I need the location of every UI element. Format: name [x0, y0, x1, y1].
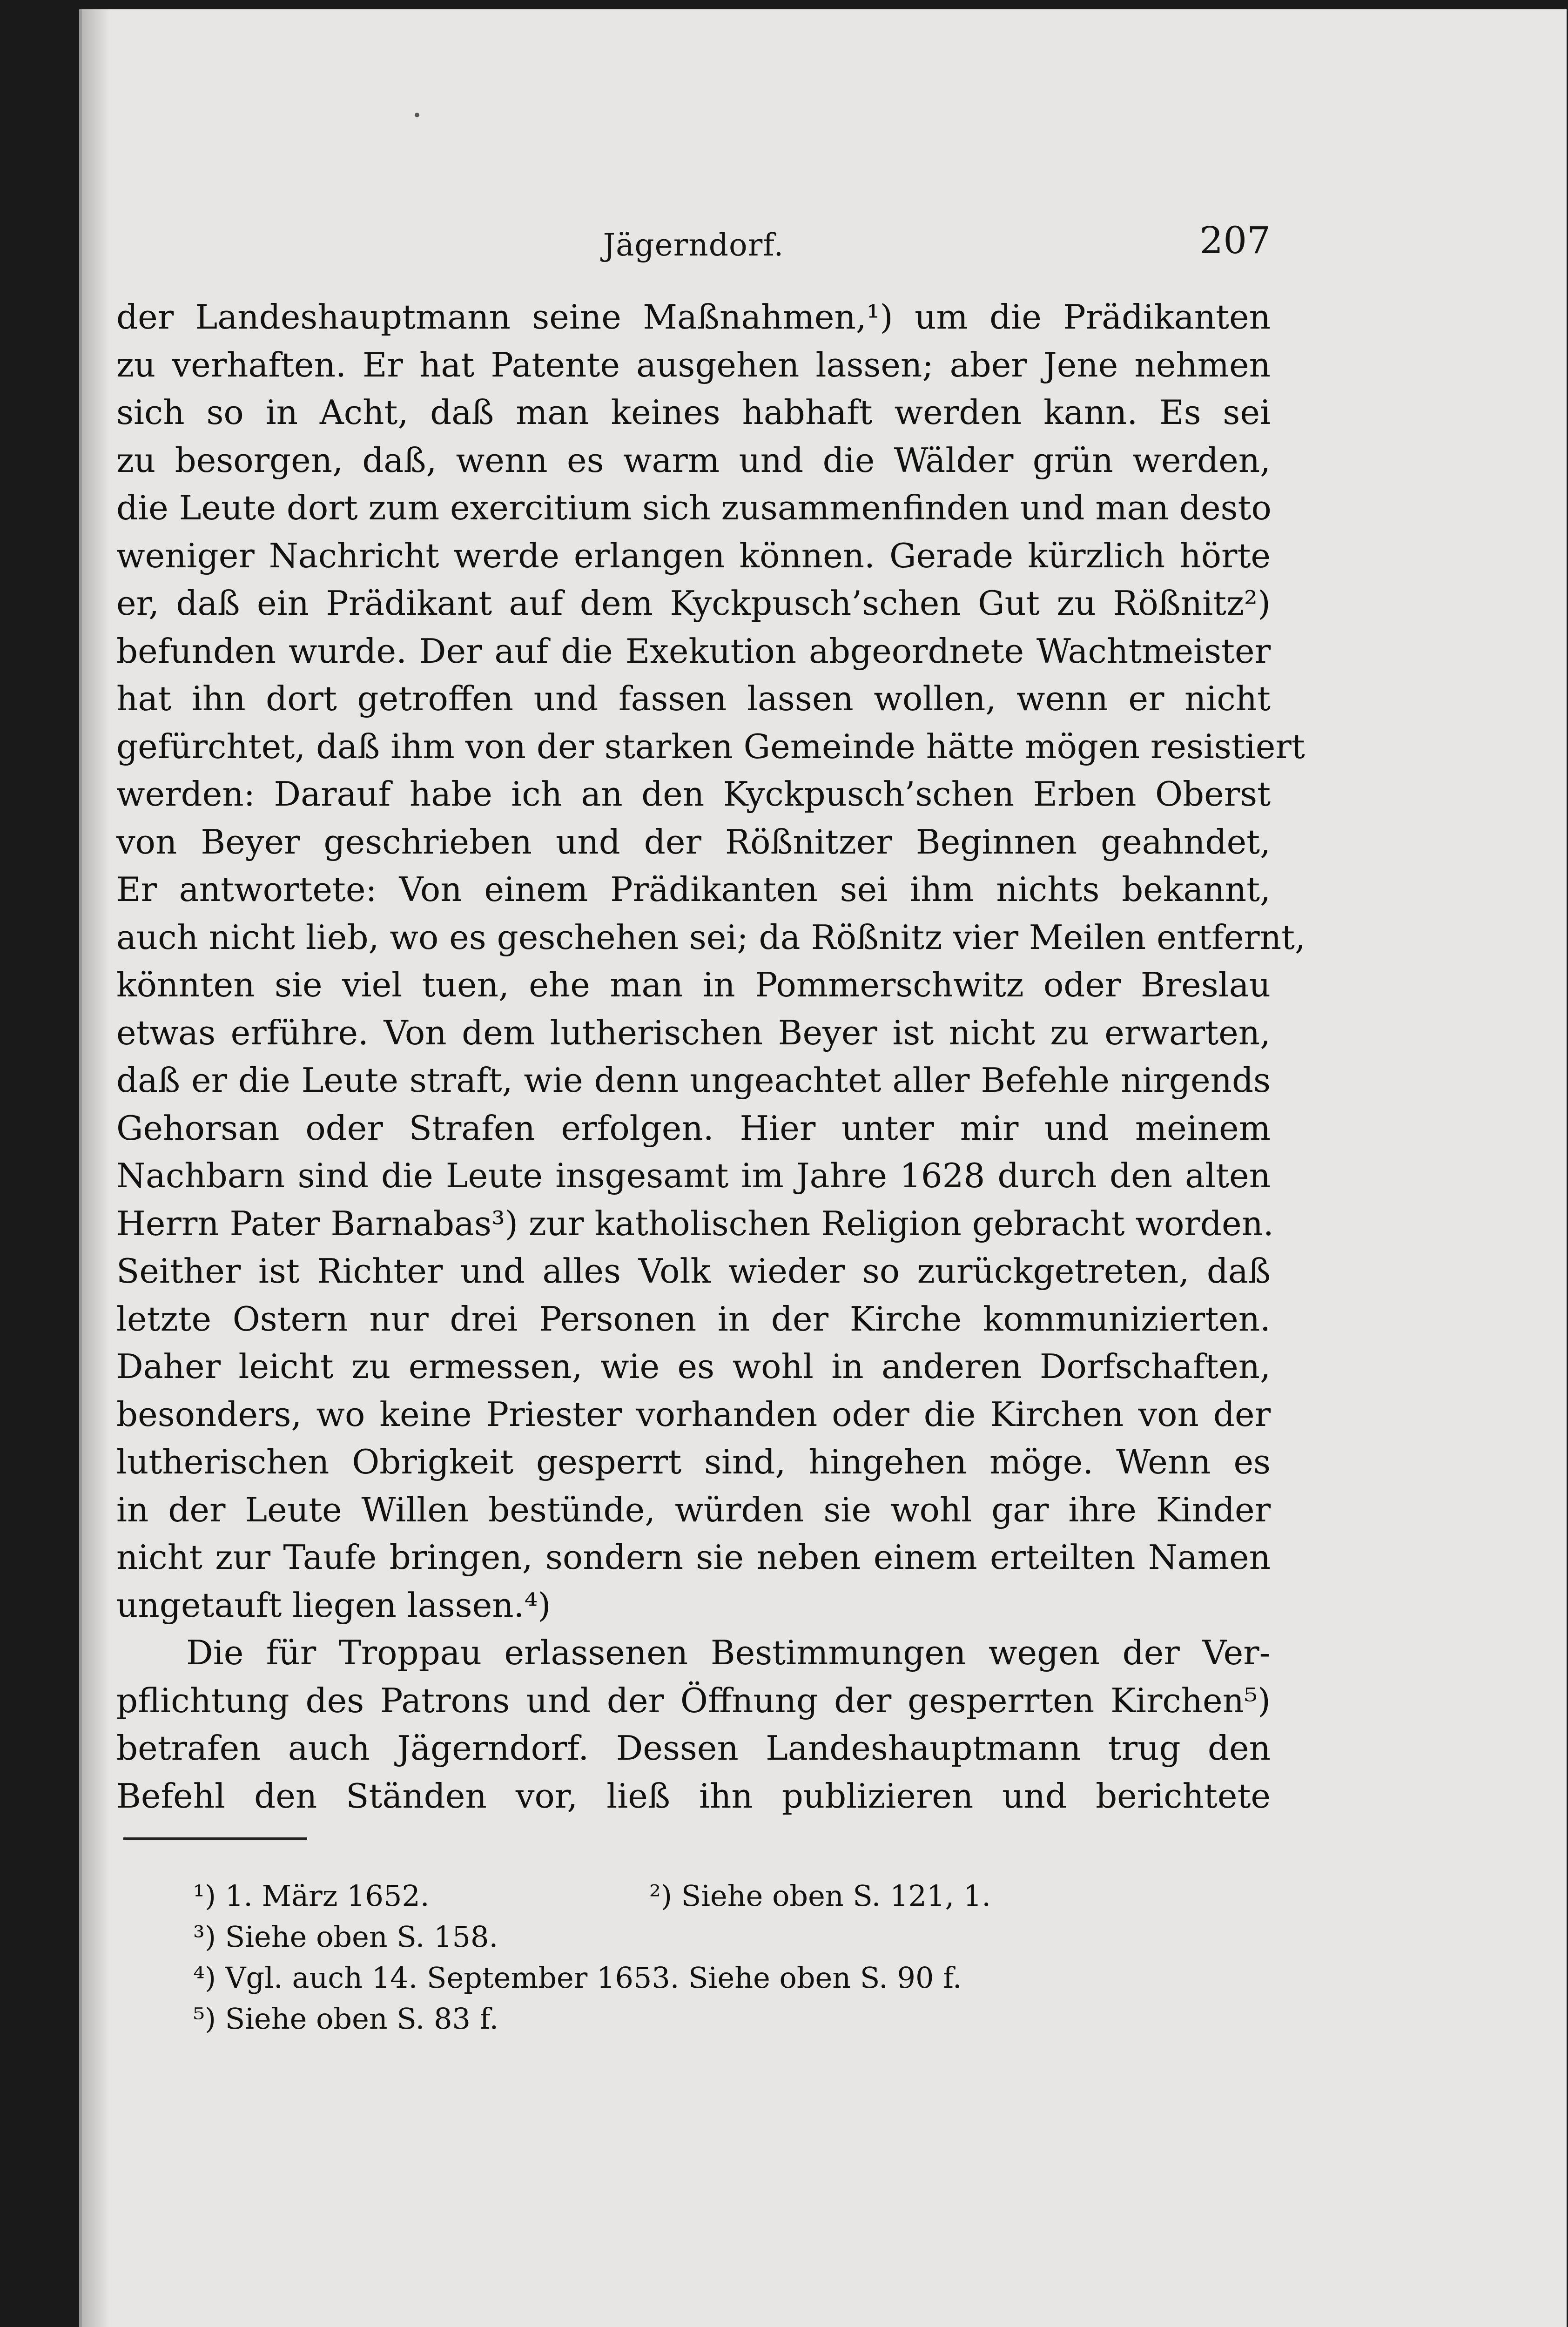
- running-head: Jägerndorf.: [603, 227, 784, 263]
- text-line: werden: Darauf habe ich an den Kyckpusch’schen Erben Oberst: [116, 774, 1271, 814]
- footnote-5: ⁵) Siehe oben S. 83 f.: [193, 2002, 499, 2036]
- text-line: letzte Ostern nur drei Personen in der Kirche kommunizierten.: [116, 1299, 1271, 1338]
- paragraph-first-line: Die für Troppau erlassenen Bestimmungen wegen der Ver-: [186, 1633, 1271, 1672]
- page-binding-shadow: [82, 9, 110, 2327]
- text-line: in der Leute Willen bestünde, würden sie wohl gar ihre Kinder: [116, 1490, 1271, 1529]
- text-line: besonders, wo keine Priester vorhanden oder die Kirchen von der: [116, 1394, 1271, 1434]
- footnote-row: [193, 1876, 1217, 1917]
- text-line: Daher leicht zu ermessen, wie es wohl in anderen Dorfschaften,: [116, 1347, 1271, 1386]
- text-line: Befehl den Ständen vor, ließ ihn publizieren und berichtete: [116, 1776, 1271, 1816]
- text-line: zu verhaften. Er hat Patente ausgehen lassen; aber Jene nehmen: [116, 345, 1271, 384]
- text-line: Nachbarn sind die Leute insgesamt im Jahre 1628 durch den alten: [116, 1156, 1271, 1195]
- text-line: zu besorgen, daß, wenn es warm und die Wälder grün werden,: [116, 440, 1271, 480]
- text-line: könnten sie viel tuen, ehe man in Pommerschwitz oder Breslau: [116, 965, 1271, 1004]
- body-text: [116, 293, 1306, 1820]
- text-line: pflichtung des Patrons und der Öffnung der gesperrten Kirchen⁵): [116, 1681, 1271, 1720]
- text-line: betrafen auch Jägerndorf. Dessen Landeshauptmann trug den: [116, 1728, 1271, 1768]
- text-line: etwas erführe. Von dem lutherischen Beyer ist nicht zu erwarten,: [116, 1013, 1271, 1052]
- text-line: nicht zur Taufe bringen, sondern sie neben einem erteilten Namen: [116, 1538, 1271, 1577]
- paragraph-last-line: ungetauft liegen lassen.⁴): [116, 1585, 551, 1625]
- text-line: daß er die Leute straft, wie denn ungeachtet aller Befehle nirgends: [116, 1061, 1271, 1100]
- text-line: auch nicht lieb, wo es geschehen sei; da Rößnitz vier Meilen entfernt,: [116, 917, 1306, 957]
- text-line: gefürchtet, daß ihm von der starken Gemeinde hätte mögen resistiert: [116, 726, 1305, 766]
- text-line: hat ihn dort getroffen und fassen lassen wollen, wenn er nicht: [116, 679, 1271, 718]
- text-line: von Beyer geschrieben und der Rößnitzer Beginnen geahndet,: [116, 822, 1271, 861]
- paper-speck: [415, 113, 419, 117]
- page-number: 207: [1199, 219, 1271, 262]
- text-line: lutherischen Obrigkeit gesperrt sind, hingehen möge. Wenn es: [116, 1442, 1271, 1481]
- text-line: er, daß ein Prädikant auf dem Kyckpusch’schen Gut zu Rößnitz²): [116, 584, 1271, 623]
- text-line: Herrn Pater Barnabas³) zur katholischen Religion gebracht worden.: [116, 1204, 1274, 1243]
- footnote-2: ²) Siehe oben S. 121, 1.: [649, 1879, 991, 1913]
- page-header: [116, 219, 1271, 270]
- text-line: sich so in Acht, daß man keines habhaft werden kann. Es sei: [116, 393, 1271, 432]
- text-line: der Landeshauptmann seine Maßnahmen,¹) um die Prädikanten: [116, 297, 1271, 336]
- footnote-separator: [123, 1837, 307, 1840]
- text-line: die Leute dort zum exercitium sich zusammenfinden und man desto: [116, 488, 1272, 527]
- footnote-3: ³) Siehe oben S. 158.: [193, 1920, 498, 1954]
- footnote-4: ⁴) Vgl. auch 14. September 1653. Siehe oben S. 90 f.: [193, 1961, 962, 1995]
- text-line: Er antwortete: Von einem Prädikanten sei ihm nichts bekannt,: [116, 870, 1271, 909]
- text-line: Seither ist Richter und alles Volk wieder so zurückgetreten, daß: [116, 1251, 1271, 1291]
- footnote-1: ¹) 1. März 1652.: [193, 1879, 430, 1913]
- text-line: befunden wurde. Der auf die Exekution abgeordnete Wachtmeister: [116, 631, 1271, 671]
- footnotes: [193, 1876, 1217, 2039]
- text-line: Gehorsan oder Strafen erfolgen. Hier unter mir und meinem: [116, 1108, 1271, 1148]
- text-line: weniger Nachricht werde erlangen können. Gerade kürzlich hörte: [116, 536, 1271, 575]
